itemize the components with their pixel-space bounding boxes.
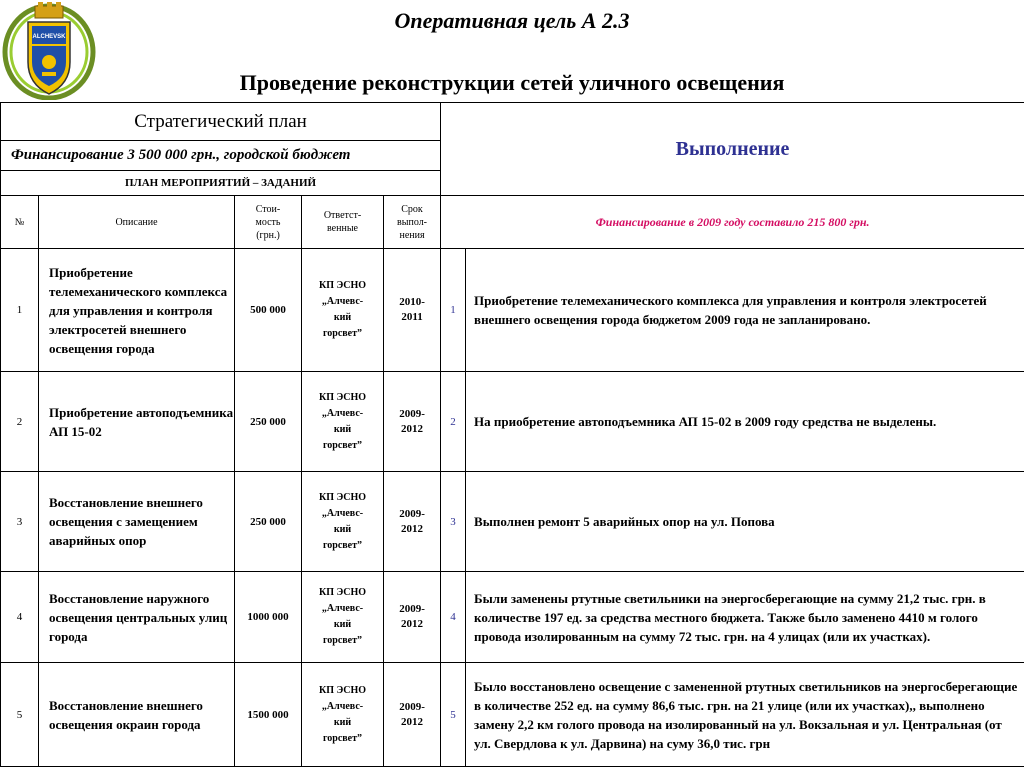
- row-term: [384, 572, 441, 663]
- result-number: 3: [441, 472, 466, 572]
- col-header-cost-line: мость: [255, 216, 281, 228]
- resp-line: КП ЭСНО: [318, 280, 367, 291]
- resp-line: „Алчевс-: [321, 700, 364, 712]
- row-result: На приобретение автоподъемника АП 15-02 в 2009 году средства не выделены.: [466, 372, 1024, 472]
- row-term: [384, 472, 441, 572]
- table-row: [1, 663, 1024, 767]
- row-description: Приобретение автоподъемника АП 15-02: [39, 372, 235, 472]
- col-header-cost-line: Стои-: [255, 203, 281, 215]
- row-result: Приобретение телемеханического комплекса для управления и контроля электросетей внешнего освещения города бюджетом 2009 года не запланировано.: [466, 249, 1024, 372]
- term-line: 2012: [401, 715, 424, 728]
- col-header-resp-line: венные: [327, 223, 358, 234]
- row-result: Были заменены ртутные светильники на энергосберегающие на сумму 21,2 тыс. грн. в количестве 197 ед. за средства местного бюджета. Также было заменено 4410 м голого провода изолированным на сумму 72 тыс. грн. на 4 улицах (или их участках).: [466, 572, 1024, 663]
- result-number: 2: [441, 372, 466, 472]
- table-row: [1, 249, 1024, 372]
- resp-line: КП ЭСНО: [318, 491, 367, 503]
- result-number: 5: [441, 663, 466, 767]
- strategic-plan-heading: Стратегический план: [1, 103, 441, 141]
- table-row: [1, 472, 1024, 572]
- row-result: Было восстановлено освещение с замененной ртутных светильников на энергосберегающие в количестве 252 ед. на сумму 86,6 тыс. грн. на 21 улице (или их участках),, выполнено замену 2,2 км голого провода на изолированный на ул. Вокзальная и ул. Центральная (от ул. Свердлова к ул. Дарвина) на суму 36,0 тис. грн: [466, 663, 1024, 767]
- table-row: [1, 372, 1024, 472]
- row-description: Приобретение телемеханического комплекса для управления и контроля электросетей внешнего освещения города: [39, 249, 235, 372]
- resp-line: кий: [333, 716, 352, 728]
- term-line: 2009-: [399, 407, 425, 420]
- term-line: 2009-: [399, 507, 425, 520]
- resp-line: горсвет”: [322, 635, 363, 646]
- term-line: 2010-: [399, 296, 425, 308]
- resp-line: горсвет”: [322, 539, 363, 551]
- term-line: 2009-: [399, 603, 425, 615]
- row-number: 4: [1, 572, 39, 663]
- column-header-row: [1, 196, 1024, 249]
- plan-table: [0, 102, 1024, 767]
- term-line: 2011: [401, 311, 423, 323]
- row-responsible: [302, 572, 384, 663]
- col-header-term-line: Срок: [401, 203, 423, 215]
- operational-goal-title: Оперативная цель А 2.3: [394, 8, 630, 33]
- financing-2009: Финансирование в 2009 году составило 215 800 грн.: [441, 196, 1024, 249]
- row-number: 5: [1, 663, 39, 767]
- col-header-resp-line: Ответст-: [323, 210, 362, 221]
- row-cost: 250 000: [235, 472, 302, 572]
- resp-line: кий: [333, 312, 352, 323]
- resp-line: горсвет”: [322, 439, 363, 451]
- col-header-responsible: [302, 196, 384, 249]
- term-line: 2012: [401, 422, 424, 435]
- resp-line: КП ЭСНО: [318, 587, 367, 598]
- row-number: 1: [1, 249, 39, 372]
- resp-line: горсвет”: [322, 328, 363, 339]
- resp-line: кий: [333, 523, 352, 535]
- row-cost: 250 000: [235, 372, 302, 472]
- resp-line: „Алчевс-: [321, 507, 364, 519]
- term-line: 2009-: [399, 700, 425, 713]
- resp-line: „Алчевс-: [321, 603, 364, 614]
- resp-line: горсвет”: [322, 732, 363, 744]
- row-cost: 1500 000: [235, 663, 302, 767]
- resp-line: „Алчевс-: [321, 407, 364, 419]
- col-header-cost: [235, 196, 302, 249]
- col-header-term-line: выпол-: [397, 216, 428, 228]
- row-responsible: [302, 249, 384, 372]
- row-term: [384, 372, 441, 472]
- col-header-term: [384, 196, 441, 249]
- row-term: [384, 249, 441, 372]
- row-description: Восстановление наружного освещения центральных улиц города: [39, 572, 235, 663]
- resp-line: КП ЭСНО: [318, 391, 367, 403]
- term-line: 2012: [401, 522, 424, 535]
- col-header-cost-line: (грн.): [256, 229, 280, 241]
- row-number: 2: [1, 372, 39, 472]
- row-responsible: [302, 372, 384, 472]
- row-cost: 500 000: [235, 249, 302, 372]
- row-cost: 1000 000: [235, 572, 302, 663]
- financing-total: Финансирование 3 500 000 грн., городской бюджет: [1, 141, 441, 171]
- resp-line: „Алчевс-: [321, 296, 364, 307]
- term-line: 2012: [401, 618, 424, 630]
- row-term: [384, 663, 441, 767]
- table-row: [1, 572, 1024, 663]
- col-header-term-line: нения: [399, 229, 425, 241]
- row-number: 3: [1, 472, 39, 572]
- row-result: Выполнен ремонт 5 аварийных опор на ул. Попова: [466, 472, 1024, 572]
- resp-line: кий: [333, 619, 352, 630]
- result-number: 4: [441, 572, 466, 663]
- plan-of-measures-heading: ПЛАН МЕРОПРИЯТИЙ – ЗАДАНИЙ: [1, 171, 441, 196]
- row-responsible: [302, 663, 384, 767]
- resp-line: КП ЭСНО: [318, 684, 367, 696]
- svg-text:ALCHEVSK: ALCHEVSK: [32, 34, 66, 40]
- col-header-number: №: [1, 196, 39, 249]
- result-number: 1: [441, 249, 466, 372]
- row-responsible: [302, 472, 384, 572]
- row-description: Восстановление внешнего освещения с замещением аварийных опор: [39, 472, 235, 572]
- resp-line: кий: [333, 423, 352, 435]
- col-header-description: Описание: [39, 196, 235, 249]
- page-title: Проведение реконструкции сетей уличного освещения: [239, 70, 785, 95]
- execution-heading: Выполнение: [441, 103, 1024, 196]
- row-description: Восстановление внешнего освещения окраин города: [39, 663, 235, 767]
